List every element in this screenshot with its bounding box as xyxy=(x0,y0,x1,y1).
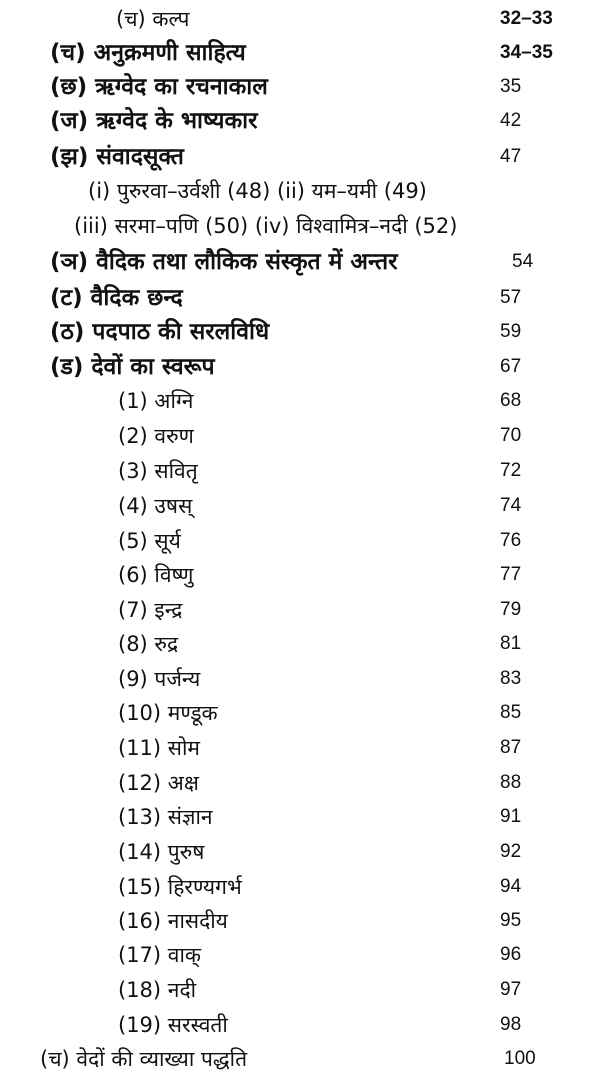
entry-page: 54 xyxy=(512,251,534,272)
toc-deity-nadi xyxy=(0,973,600,1007)
entry-label: (18) नदी xyxy=(118,978,197,1002)
toc-deity-agni xyxy=(0,384,600,418)
entry-page: 81 xyxy=(500,633,522,654)
toc-entry-kalp xyxy=(0,2,600,36)
entry-page: 87 xyxy=(500,737,522,758)
entry-page: 95 xyxy=(500,910,522,931)
toc-entry-bhashyakar xyxy=(0,104,600,138)
entry-label: (च) वेदों की व्याख्या पद्धति xyxy=(40,1047,248,1071)
entry-page: 34–35 xyxy=(500,42,553,63)
toc-deity-purush xyxy=(0,835,600,869)
entry-page: 100 xyxy=(504,1048,536,1069)
entry-page: 76 xyxy=(500,530,522,551)
entry-page: 97 xyxy=(500,979,522,1000)
toc-deity-aksh xyxy=(0,766,600,800)
entry-page: 79 xyxy=(500,599,522,620)
toc-deity-sanjnan xyxy=(0,800,600,834)
entry-label: (3) सवितृ xyxy=(118,459,198,483)
entry-label: (17) वाक् xyxy=(118,943,202,967)
toc-deity-nasadiya xyxy=(0,904,600,938)
entry-label: (16) नासदीय xyxy=(118,909,228,933)
entry-page: 94 xyxy=(500,876,522,897)
entry-page: 74 xyxy=(500,495,522,516)
entry-label: (12) अक्ष xyxy=(118,771,199,795)
entry-page: 92 xyxy=(500,841,522,862)
entry-label: (ड) देवों का स्वरूप xyxy=(50,354,215,380)
entry-page: 67 xyxy=(500,356,522,377)
toc-entry-padpath xyxy=(0,315,600,349)
entry-page: 35 xyxy=(500,76,522,97)
entry-page: 98 xyxy=(500,1014,522,1035)
toc-deity-saraswati xyxy=(0,1008,600,1042)
entry-label: (ज) ऋग्वेद के भाष्यकार xyxy=(50,108,258,134)
entry-page: 91 xyxy=(500,806,522,827)
toc-deity-parjanya xyxy=(0,662,600,696)
entry-label: (11) सोम xyxy=(118,736,200,760)
entry-label: (झ) संवादसूक्त xyxy=(50,144,184,170)
entry-label: (7) इन्द्र xyxy=(118,598,183,622)
toc-entry-anukramani xyxy=(0,36,600,70)
entry-label: (6) विष्णु xyxy=(118,563,194,587)
entry-label: (च) अनुक्रमणी साहित्य xyxy=(50,40,246,66)
toc-deity-ushas xyxy=(0,489,600,523)
entry-label: (iii) सरमा–पणि (50) (iv) विश्वामित्र–नदी (52) xyxy=(74,214,458,238)
toc-deity-vishnu xyxy=(0,558,600,592)
entry-page: 96 xyxy=(500,944,522,965)
entry-page: 72 xyxy=(500,460,522,481)
toc-entry-chhand xyxy=(0,281,600,315)
entry-label: (च) कल्प xyxy=(116,7,190,31)
toc-entry-vaidik-laukik xyxy=(0,245,600,279)
entry-label: (4) उषस् xyxy=(118,494,193,518)
entry-page: 68 xyxy=(500,390,522,411)
toc-deity-savitri xyxy=(0,454,600,488)
toc-deity-manduk xyxy=(0,696,600,730)
toc-deity-rudra xyxy=(0,627,600,661)
toc-entry-devon-ka-swaroop xyxy=(0,350,600,384)
entry-label: (छ) ऋग्वेद का रचनाकाल xyxy=(50,74,268,100)
entry-label: (8) रुद्र xyxy=(118,632,179,656)
entry-label: (14) पुरुष xyxy=(118,840,205,864)
entry-label: (ट) वैदिक छन्द xyxy=(50,285,183,311)
toc-entry-samvadsukt xyxy=(0,140,600,174)
toc-subentry-line-1 xyxy=(0,174,600,208)
entry-label: (1) अग्नि xyxy=(118,389,194,413)
entry-label: (i) पुरुरवा–उर्वशी (48) (ii) यम–यमी (49) xyxy=(88,179,427,203)
entry-page: 42 xyxy=(500,110,522,131)
toc-deity-varun xyxy=(0,419,600,453)
entry-page: 59 xyxy=(500,321,522,342)
entry-label: (ठ) पदपाठ की सरलविधि xyxy=(50,319,270,345)
entry-label: (10) मण्डूक xyxy=(118,701,218,725)
entry-label: (19) सरस्वती xyxy=(118,1013,228,1037)
entry-page: 83 xyxy=(500,668,522,689)
toc-entry-rachanakal xyxy=(0,70,600,104)
entry-page: 77 xyxy=(500,564,522,585)
entry-page: 47 xyxy=(500,146,522,167)
entry-page: 85 xyxy=(500,702,522,723)
toc-deity-indra xyxy=(0,593,600,627)
entry-label: (ञ) वैदिक तथा लौकिक संस्कृत में अन्तर xyxy=(50,249,398,275)
entry-label: (5) सूर्य xyxy=(118,529,181,553)
toc-deity-hiranyagarbh xyxy=(0,870,600,904)
entry-page: 32–33 xyxy=(500,8,553,29)
entry-label: (9) पर्जन्य xyxy=(118,667,201,691)
toc-subentry-line-2 xyxy=(0,209,600,243)
entry-label: (13) संज्ञान xyxy=(118,805,213,829)
toc-entry-vyakhya-paddhati xyxy=(0,1042,600,1076)
toc-deity-surya xyxy=(0,524,600,558)
toc-deity-vak xyxy=(0,938,600,972)
entry-label: (2) वरुण xyxy=(118,424,194,448)
entry-page: 70 xyxy=(500,425,522,446)
entry-page: 57 xyxy=(500,287,522,308)
entry-page: 88 xyxy=(500,772,522,793)
toc-deity-som xyxy=(0,731,600,765)
entry-label: (15) हिरण्यगर्भ xyxy=(118,875,242,899)
